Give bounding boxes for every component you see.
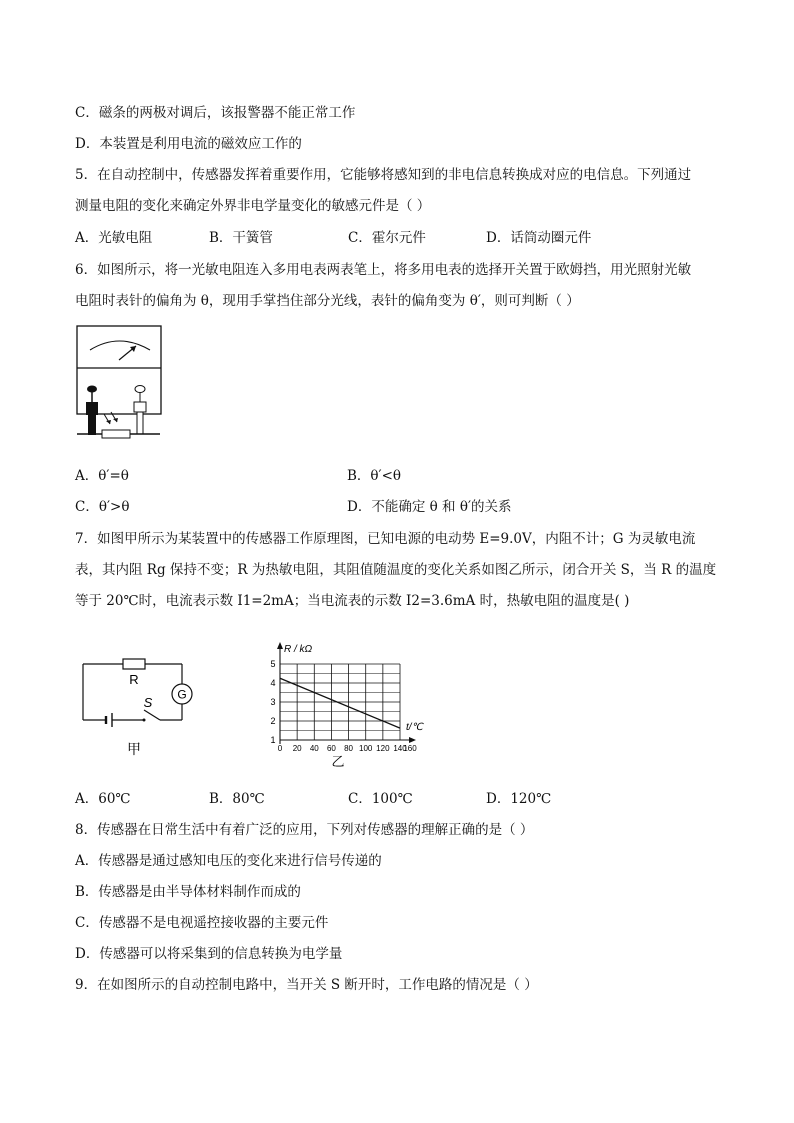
x-tick-label: 0 [277, 744, 283, 753]
multimeter-figure [72, 324, 172, 449]
y-tick-label: 4 [270, 678, 276, 688]
figure-jia-caption: 甲 [127, 742, 141, 758]
galvanometer-label: G [177, 687, 187, 702]
q8-option-d: D．传感器可以将采集到的信息转换为电学量 [75, 946, 343, 962]
circuit-diagram [78, 652, 203, 767]
q4-option-c: C．磁条的两极对调后，该报警器不能正常工作 [75, 105, 356, 121]
y-axis-arrow [277, 642, 283, 649]
y-tick-label: 5 [270, 659, 276, 669]
q5-option-b: B．干簧管 [209, 230, 273, 246]
y-tick-label: 1 [270, 735, 276, 745]
x-axis-label: t/℃ [406, 722, 423, 733]
q7-stem-line3: 等于 20℃时，电流表示数 I1=2mA；当电流表的示数 I2=3.6mA 时，热敏电阻的温度是( ) [75, 593, 630, 609]
q6-option-a: A．θ′=θ [75, 468, 129, 484]
q5-option-d: D．话筒动圈元件 [486, 230, 592, 246]
x-tick-label: 100 [359, 744, 373, 753]
q9-stem: 9．在如图所示的自动控制电路中，当开关 S 断开时，工作电路的情况是（ ） [75, 977, 538, 993]
x-tick-label: 40 [309, 744, 319, 753]
q8-option-b: B．传感器是由半导体材料制作而成的 [75, 884, 301, 900]
q6-option-b: B．θ′<θ [347, 468, 402, 484]
y-tick-label: 2 [270, 716, 276, 726]
x-tick-label: 60 [326, 744, 336, 753]
q5-option-c: C．霍尔元件 [348, 230, 426, 246]
resistor-label: R [129, 672, 139, 687]
q6-option-d: D．不能确定 θ 和 θ′的关系 [347, 499, 512, 515]
q6-stem-line2: 电阻时表针的偏角为 θ，现用手掌挡住部分光线，表针的偏角变为 θ′，则可判断（ ） [75, 293, 580, 309]
q8-stem: 8．传感器在日常生活中有着广泛的应用，下列对传感器的理解正确的是（ ） [75, 822, 534, 838]
q7-option-b: B．80℃ [209, 791, 265, 807]
x-tick-label: 80 [344, 744, 354, 753]
x-tick-label: 120 [376, 744, 390, 753]
y-tick-label: 3 [270, 697, 276, 707]
q7-option-d: D．120℃ [486, 791, 552, 807]
x-axis-arrow [409, 737, 416, 743]
q8-option-c: C．传感器不是电视遥控接收器的主要元件 [75, 915, 329, 931]
q5-stem-line1: 5．在自动控制中，传感器发挥着重要作用，它能够将感知到的非电信息转换成对应的电信息。下列通过 [75, 167, 692, 183]
x-tick-label: 160 [403, 744, 417, 753]
chart-figure-yi [260, 636, 440, 772]
q6-stem-line1: 6．如图所示，将一光敏电阻连入多用电表两表笔上，将多用电表的选择开关置于欧姆挡，用光照射光敏 [75, 262, 692, 278]
q7-option-a: A．60℃ [75, 791, 131, 807]
q7-option-c: C．100℃ [348, 791, 413, 807]
chart-title: 乙 [331, 755, 345, 770]
q4-option-d: D．本装置是利用电流的磁效应工作的 [75, 136, 302, 152]
x-tick-label: 20 [292, 744, 302, 753]
q7-stem-line1: 7．如图甲所示为某装置中的传感器工作原理图，已知电源的电动势 E=9.0V，内阻不计；G 为灵敏电流 [75, 531, 696, 547]
q5-stem-line2: 测量电阻的变化来确定外界非电学量变化的敏感元件是（ ） [75, 198, 431, 214]
y-axis-label: R / kΩ [284, 644, 313, 655]
q5-option-a: A．光敏电阻 [75, 230, 153, 246]
multimeter-diagram [72, 324, 172, 449]
switch-label: S [143, 695, 153, 710]
q8-option-a: A．传感器是通过感知电压的变化来进行信号传递的 [75, 853, 382, 869]
circuit-figure-jia [78, 652, 203, 767]
q7-stem-line2: 表，其内阻 Rg 保持不变；R 为热敏电阻，其阻值随温度的变化关系如图乙所示，闭合开关 S，当 R 的温度 [75, 562, 717, 578]
q6-option-c: C．θ′>θ [75, 499, 130, 515]
resistance-temperature-chart [260, 636, 440, 772]
x-tick-label: 140 [393, 744, 407, 753]
